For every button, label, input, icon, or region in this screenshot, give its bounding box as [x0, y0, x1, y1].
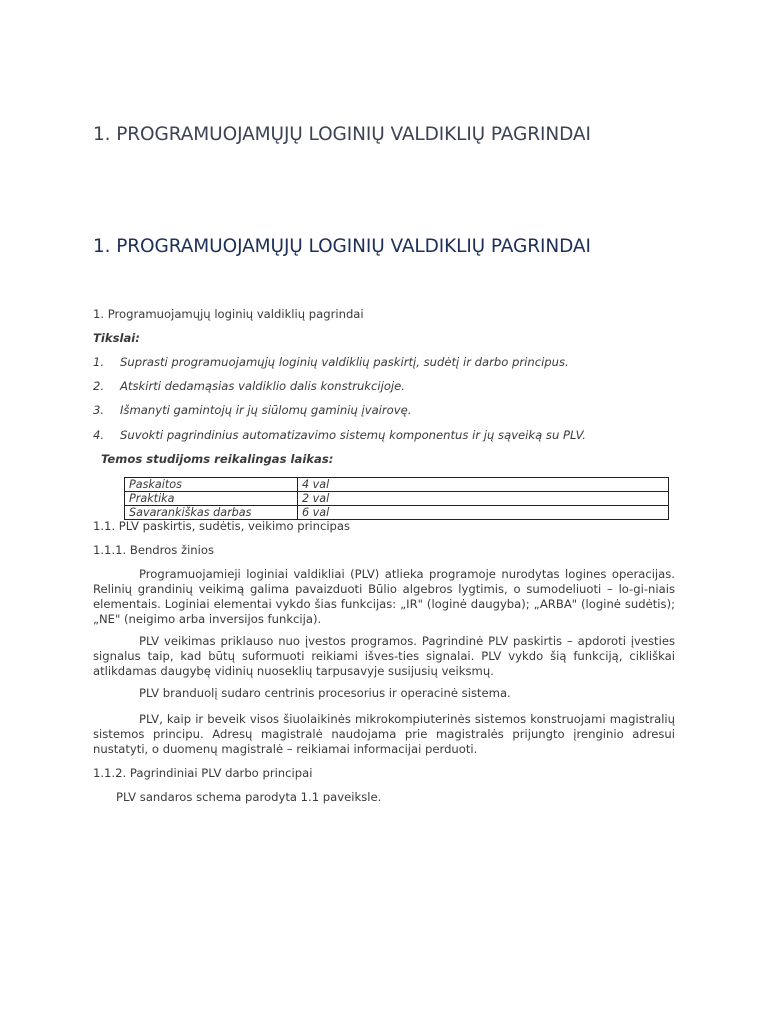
goal-text: Atskirti dedamąsias valdiklio dalis konstrukcijoje.	[120, 379, 405, 393]
study-time-table	[124, 477, 669, 520]
goal-number: 4.	[93, 428, 105, 442]
goal-text: Išmanyti gamintojų ir jų siūlomų gaminių įvairovę.	[120, 403, 412, 417]
goal-item	[93, 428, 673, 443]
page-header-title: 1. PROGRAMUOJAMŲJŲ LOGINIŲ VALDIKLIŲ PAGRINDAI	[93, 124, 591, 145]
goal-item	[93, 355, 653, 370]
table-row	[125, 478, 669, 492]
subsection-heading: 1.1.2. Pagrindiniai PLV darbo principai	[93, 766, 313, 780]
body-paragraph: PLV veikimas priklauso nuo įvestos programos. Pagrindinė PLV paskirtis – apdoroti įvesties signalus taip, kad būtų suformuoti reikiami išves-ties signalai. PLV vykdo šią funkciją, cikliškai atlikdamas daugybę vidinių nuoseklių tarpusavyje susijusių veiksmų.	[93, 634, 675, 678]
goal-number: 1.	[93, 355, 105, 369]
table-cell-activity: Savarankiškas darbas	[125, 506, 298, 520]
body-paragraph: Programuojamieji loginiai valdikliai (PLV) atlieka programoje nurodytas logines operacijas. Relinių grandinių veikimą galima pavaizduoti Būlio algebros lygtimis, o sumodeliuoti – lo-gi-niais elementais. Loginiai elementai vykdo šias funkcijas: „IR" (loginė daugyba); „ARBA" (loginė sudėtis); „NE" (neigimo arba inversijos funkcija).	[93, 567, 675, 626]
section-title: 1. Programuojamųjų loginių valdiklių pagrindai	[93, 307, 364, 321]
goal-item	[93, 403, 653, 418]
table-cell-activity: Praktika	[125, 492, 298, 506]
table-row	[125, 492, 669, 506]
goal-item	[93, 379, 653, 394]
table-row	[125, 506, 669, 520]
table-cell-hours: 2 val	[298, 492, 669, 506]
goal-number: 2.	[93, 379, 105, 393]
time-label: Temos studijoms reikalingas laikas:	[101, 452, 334, 466]
chapter-heading: 1. PROGRAMUOJAMŲJŲ LOGINIŲ VALDIKLIŲ PAGRINDAI	[93, 236, 591, 257]
table-cell-hours: 6 val	[298, 506, 669, 520]
goal-number: 3.	[93, 403, 105, 417]
goal-text: Suvokti pagrindinius automatizavimo sistemų komponentus ir jų sąveiką su PLV.	[120, 428, 586, 442]
figure-reference: PLV sandaros schema parodyta 1.1 paveiksle.	[116, 790, 382, 804]
subsection-heading: 1.1.1. Bendros žinios	[93, 543, 215, 557]
goals-label: Tikslai:	[93, 331, 140, 345]
table-cell-activity: Paskaitos	[125, 478, 298, 492]
table-cell-hours: 4 val	[298, 478, 669, 492]
body-paragraph: PLV, kaip ir beveik visos šiuolaikinės mikrokompiuterinės sistemos konstruojami magistralių sistemos principu. Adresų magistralė naudojama prie magistralės prijungto įrenginio adresui nustatyti, o duomenų magistralė – reikiamai informacijai perduoti.	[93, 712, 675, 756]
goal-text: Suprasti programuojamųjų loginių valdiklių paskirtį, sudėtį ir darbo principus.	[120, 355, 569, 369]
body-paragraph: PLV branduolį sudaro centrinis procesorius ir operacinė sistema.	[139, 686, 511, 700]
subsection-heading: 1.1. PLV paskirtis, sudėtis, veikimo principas	[93, 519, 351, 533]
